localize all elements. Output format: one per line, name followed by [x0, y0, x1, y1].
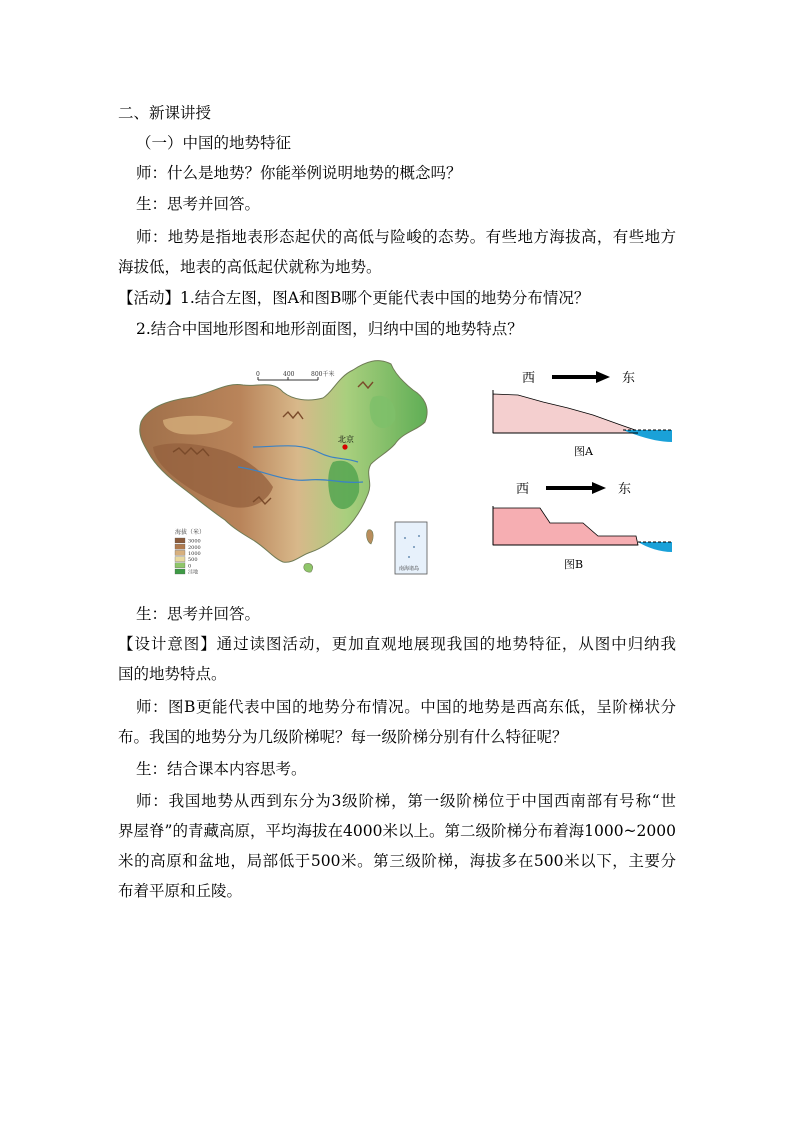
- beijing-label: 北京: [338, 435, 354, 444]
- legend-swatch: [175, 563, 185, 568]
- design-intent-line1: 【设计意图】通过读图活动，更加直观地展现我国的地势特征，从图中归纳我: [118, 635, 676, 653]
- profile-b-sea: [638, 542, 672, 552]
- teacher-detail-line3: 米的高原和盆地，局部低于500米。第三级阶梯，海拔多在500米以下，主要分: [118, 852, 676, 870]
- student-think: 生：结合课本内容思考。: [136, 760, 307, 778]
- beijing-marker: [342, 444, 347, 449]
- legend-label: 2000: [188, 544, 201, 551]
- scale-label-400: 400: [283, 371, 295, 378]
- profile-a-fill: [493, 394, 638, 433]
- profile-a-caption: 图A: [574, 445, 593, 458]
- china-terrain-map: [133, 352, 443, 584]
- elevation-legend: [175, 528, 205, 576]
- profile-a-east: 东: [622, 371, 636, 386]
- teacher-explanation-line2: 海拔低，地表的高低起伏就称为地势。: [118, 258, 382, 276]
- legend-swatch: [175, 544, 185, 549]
- teacher-question: 师：什么是地势？你能举例说明地势的概念吗？: [136, 164, 462, 182]
- teacher-summary-line2: 布。我国的地势分为几级阶梯呢？每一级阶梯分别有什么特征呢？: [118, 728, 568, 746]
- inset-label: 南海诸岛: [399, 566, 420, 572]
- profile-b-fill: [493, 508, 638, 545]
- south-china-sea-inset: [395, 522, 427, 574]
- legend-label: 500: [188, 557, 198, 564]
- scale-label-0: 0: [256, 371, 260, 378]
- legend-swatch: [175, 538, 185, 543]
- teacher-summary-line1: 师：图B更能代表中国的地势分布情况。中国的地势是西高东低，呈阶梯状分: [136, 698, 676, 716]
- legend-label: 3000: [188, 538, 201, 545]
- profile-b-east: 东: [618, 482, 632, 497]
- legend-title: 海拔（米）: [175, 529, 206, 536]
- terrain-profile-a: [488, 360, 678, 460]
- terrain-profile-b: [488, 478, 678, 578]
- profile-a-west: 西: [522, 371, 536, 386]
- activity-line1: 【活动】1.结合左图，图A和图B哪个更能代表中国的地势分布情况？: [118, 289, 590, 307]
- legend-swatch: [175, 550, 185, 555]
- teacher-detail-line1: 师：我国地势从西到东分为3级阶梯，第一级阶梯位于中国西南部有号称“世: [136, 792, 676, 810]
- student-answer-2: 生：思考并回答。: [136, 605, 261, 623]
- student-answer: 生：思考并回答。: [136, 195, 261, 213]
- legend-label: 0: [188, 563, 192, 570]
- profile-a-sea: [623, 430, 672, 442]
- activity-line2: 2.结合中国地形图和地形剖面图，归纳中国的地势特点？: [136, 320, 523, 338]
- profile-b-west: 西: [516, 482, 530, 497]
- legend-swatch: [175, 569, 185, 574]
- design-intent-line2: 国的地势特点。: [118, 665, 227, 683]
- teacher-explanation-line1: 师：地势是指地表形态起伏的高低与险峻的态势。有些地方海拔高，有些地方: [136, 228, 676, 246]
- subsection-title: （一）中国的地势特征: [136, 134, 292, 152]
- legend-label: 洼地: [188, 569, 199, 576]
- hainan-island: [304, 563, 313, 572]
- taiwan-island: [367, 530, 374, 544]
- teacher-detail-line4: 布着平原和丘陵。: [118, 882, 243, 900]
- teacher-detail-line2: 界屋脊”的青藏高原，平均海拔在4000米以上。第二级阶梯分布着海1000~2000: [118, 822, 676, 840]
- section-title: 二、新课讲授: [118, 104, 212, 122]
- profile-b-caption: 图B: [564, 558, 584, 571]
- legend-label: 1000: [188, 551, 201, 557]
- scale-label-800: 800千米: [311, 371, 335, 378]
- legend-swatch: [175, 557, 185, 562]
